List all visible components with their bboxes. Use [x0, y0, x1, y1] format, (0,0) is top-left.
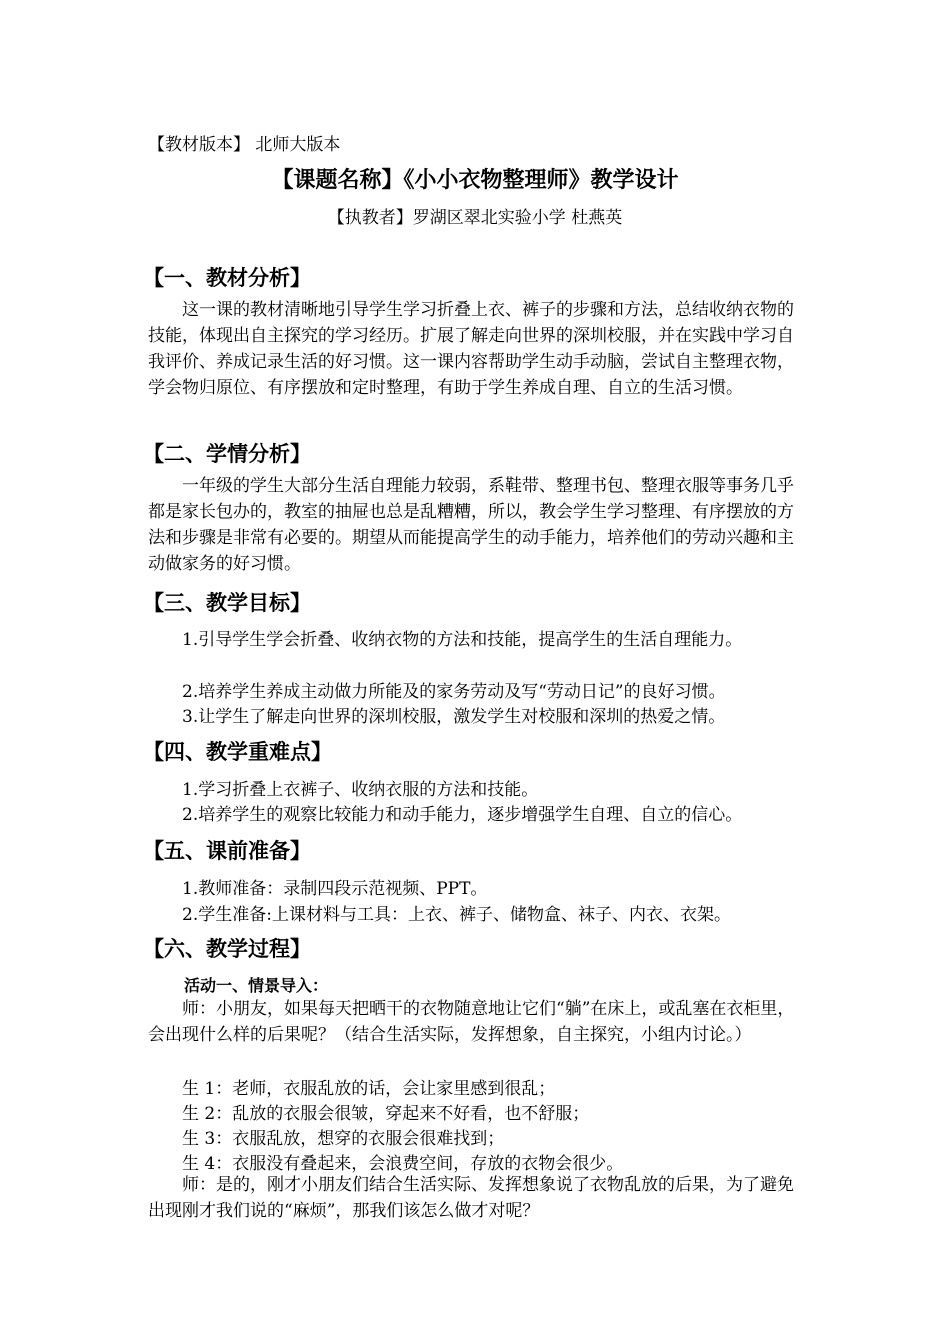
- teacher-question-paragraph: 师：小朋友，如果每天把晒干的衣物随意地让它们“躺”在床上，或乱塞在衣柜里，会出现什么样的后果呢？（结合生活实际，发挥想象，自主探究，小组内讨论。）: [148, 999, 795, 1045]
- activity-heading: 活动一、情景导入：: [184, 976, 329, 995]
- section-heading-student-analysis: 【二、学情分析】: [143, 442, 311, 466]
- teacher-summary-paragraph: 师：是的，刚才小朋友们结合生活实际、发挥想象说了衣物乱放的后果，为了避免出现刚才我们说的“麻烦”，那我们该怎么做才对呢？: [148, 1175, 794, 1221]
- student-answer-4: 生 4：衣服没有叠起来，会浪费空间，存放的衣物会很少。: [182, 1154, 624, 1174]
- student-analysis-paragraph: 一年级的学生大部分生活自理能力较弱，系鞋带、整理书包、整理衣服等事务几乎都是家长包办的，教室的抽屉也总是乱糟糟，所以，教会学生学习整理、有序摆放的方法和步骤是非常有必要的。期望从而能提高学生的动手能力，培养他们的劳动兴趣和主动做家务的好习惯。: [148, 476, 794, 574]
- goal-item-3: 3.让学生了解走向世界的深圳校服，激发学生对校服和深圳的热爱之情。: [182, 707, 726, 727]
- section-heading-material-analysis: 【一、教材分析】: [143, 266, 311, 290]
- preparation-item-2: 2.学生准备:上课材料与工具：上衣、裤子、储物盒、袜子、内衣、衣架。: [182, 905, 731, 925]
- material-analysis-paragraph: 这一课的教材清晰地引导学生学习折叠上衣、裤子的步骤和方法，总结收纳衣物的技能，体现出自主探究的学习经历。扩展了解走向世界的深圳校服，并在实践中学习自我评价、养成记录生活的好习惯。这一课内容帮助学生动手动脑，尝试自主整理衣物，学会物归原位、有序摆放和定时整理，有助于学生养成自理、自立的生活习惯。: [148, 300, 794, 398]
- page-title: 【课题名称】《小小衣物整理师》教学设计: [271, 168, 679, 193]
- key-point-item-2: 2.培养学生的观察比较能力和动手能力，逐步增强学生自理、自立的信心。: [182, 805, 743, 825]
- preparation-item-1: 1.教师准备：录制四段示范视频、PPT。: [182, 879, 488, 899]
- section-heading-key-points: 【四、教学重难点】: [143, 740, 332, 764]
- section-heading-preparation: 【五、课前准备】: [143, 839, 311, 863]
- section-heading-teaching-process: 【六、教学过程】: [143, 937, 311, 961]
- student-answer-1: 生 1：老师，衣服乱放的话，会让家里感到很乱；: [182, 1079, 556, 1099]
- key-point-item-1: 1.学习折叠上衣裤子、收纳衣服的方法和技能。: [182, 780, 539, 800]
- author-line: 【执教者】罗湖区翠北实验小学 杜燕英: [327, 208, 623, 228]
- goal-item-1: 1.引导学生学会折叠、收纳衣物的方法和技能，提高学生的生活自理能力。: [182, 630, 743, 650]
- goal-item-2: 2.培养学生养成主动做力所能及的家务劳动及写“劳动日记”的良好习惯。: [182, 682, 726, 702]
- student-answer-2: 生 2：乱放的衣服会很皱，穿起来不好看，也不舒服；: [182, 1104, 590, 1124]
- student-answer-3: 生 3：衣服乱放，想穿的衣服会很难找到；: [182, 1129, 505, 1149]
- textbook-edition: 【教材版本】 北师大版本: [148, 135, 341, 155]
- section-heading-teaching-goals: 【三、教学目标】: [143, 591, 311, 615]
